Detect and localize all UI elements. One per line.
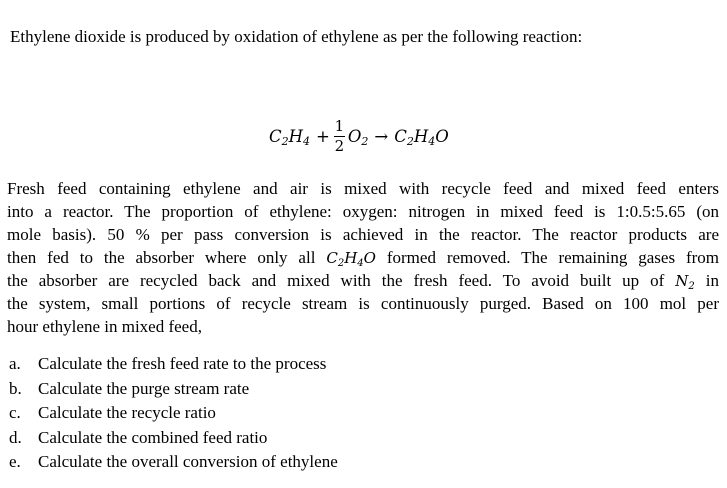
intro-text: Ethylene dioxide is produced by oxidation of ethylene as per the following reaction: — [10, 27, 583, 46]
paragraph-line: the absorber are recycled back and mixed with the fresh feed. To avoid built up of $N_2$ in — [7, 271, 720, 292]
question-list — [7, 352, 338, 475]
paragraph-line: hour ethylene in mixed feed, — [7, 317, 202, 336]
question-marker: b. — [9, 378, 22, 398]
question-item — [7, 401, 338, 426]
paragraph-line: then fed to the absorber where only all $C_2H_4O$ formed removed. The remaining gases from — [7, 248, 720, 269]
ethylene-oxide-formula: $C_2H_4O$ — [394, 126, 449, 148]
question-marker: e. — [9, 452, 21, 471]
question-item — [7, 450, 338, 475]
problem-description — [7, 177, 719, 338]
paragraph-line: the system, small portions of recycle stream is continuously purged. Based on 100 mol per — [7, 294, 719, 313]
paragraph-line: mole basis). 50 % per pass conversion is achieved in the reactor. The reactor products are — [7, 225, 719, 244]
question-text: Calculate the fresh feed rate to the process — [38, 354, 327, 373]
question-marker: c. — [9, 403, 21, 422]
question-text: Calculate the overall conversion of ethylene — [38, 452, 338, 471]
question-item — [7, 377, 338, 402]
question-text: Calculate the combined feed ratio — [38, 427, 268, 447]
question-item — [7, 426, 338, 451]
ethylene-oxide-inline-formula: $C_2H_4O$ — [326, 249, 376, 269]
reaction-equation — [269, 108, 449, 164]
question-text: Calculate the purge stream rate — [38, 378, 250, 398]
paragraph-line: Fresh feed containing ethylene and air is mixed with recycle feed and mixed feed enters — [7, 179, 719, 198]
nitrogen-inline-formula: $N_2$ — [675, 272, 695, 292]
ethylene-formula: $C_2H_4$ — [269, 126, 311, 148]
reaction-arrow: → — [374, 126, 389, 146]
oxygen-formula: $O_2$ — [347, 126, 369, 148]
question-marker: a. — [9, 354, 21, 373]
question-text: Calculate the recycle ratio — [38, 403, 216, 422]
question-item — [7, 352, 338, 377]
question-marker: d. — [9, 427, 22, 447]
plus-sign: + — [316, 126, 330, 146]
one-half-fraction: $\frac{1}{2}$ — [334, 116, 345, 155]
paragraph-line: into a reactor. The proportion of ethylene: oxygen: nitrogen in mixed feed is 1:0.5:5.65 (on — [7, 202, 719, 221]
